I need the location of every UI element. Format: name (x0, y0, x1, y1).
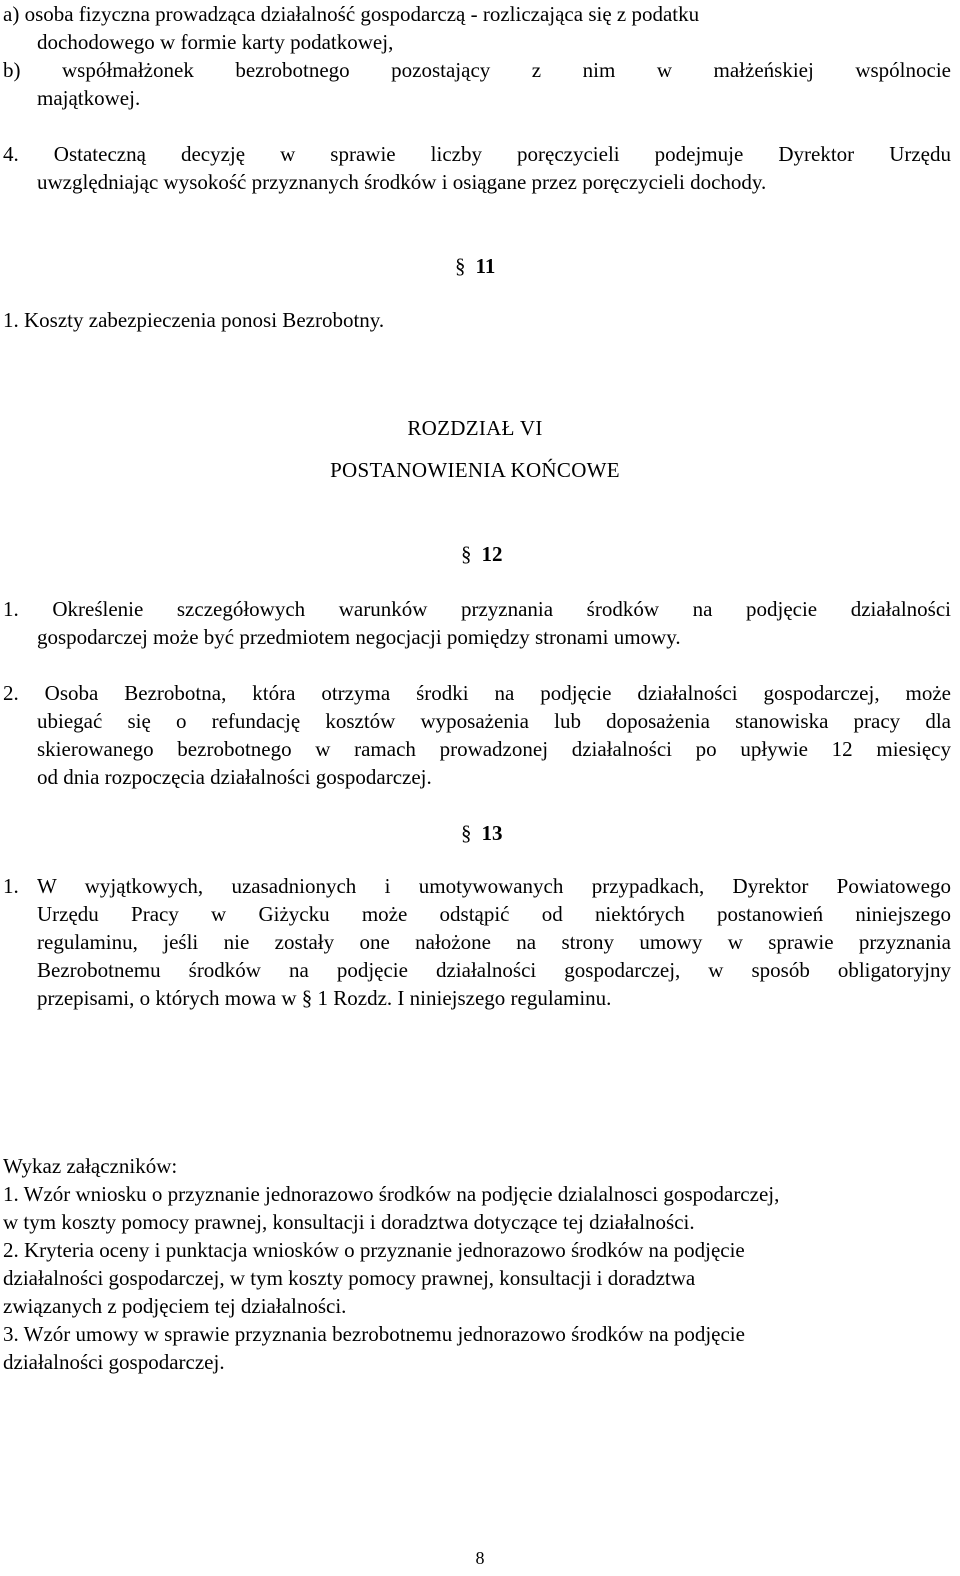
list-item-a-line1: a) osoba fizyczna prowadząca działalność gospodarczą - rozliczająca się z podatku (3, 2, 700, 26)
section-13-p1-line1 (3, 872, 951, 900)
point-4-line2: uwzględniając wysokość przyznanych środków i osiągane przez poręczycieli dochody. (37, 170, 767, 194)
page-number: 8 (475, 1548, 485, 1568)
section-12-p2-line2: ubiegać się o refundację kosztów wyposażenia lub doposażenia stanowiska pracy dla (37, 709, 951, 733)
section-12-p2-line1: 2. Osoba Bezrobotna, która otrzyma środki na podjęcie działalności gospodarczej, może (3, 681, 951, 705)
section-12-paragraph-1 (3, 595, 951, 651)
list-item-b (3, 56, 951, 112)
attachments-heading: Wykaz załączników: (3, 1154, 178, 1178)
section-13-heading (461, 819, 503, 847)
list-item-a-line2: dochodowego w formie karty podatkowej, (37, 30, 394, 54)
attachment-line: związanych z podjęciem tej działalności. (3, 1294, 347, 1318)
section-sign-icon: § (461, 821, 472, 845)
section-sign-icon: § (455, 254, 466, 278)
attachment-line: 1. Wzór wniosku o przyznanie jednorazowo środków na podjęcie dzialalnosci gospodarczej, (3, 1182, 780, 1206)
section-13-p1-line1-text: W wyjątkowych, uzasadnionych i umotywowanych przypadkach, Dyrektor Powiatowego (37, 874, 951, 898)
section-11-heading (455, 252, 495, 280)
chapter-title: ROZDZIAŁ VI (407, 416, 543, 440)
section-12-paragraph-2 (3, 679, 951, 791)
attachments-list (3, 1152, 953, 1376)
attachment-line: 3. Wzór umowy w sprawie przyznania bezrobotnemu jednorazowo środków na podjęcie (3, 1322, 745, 1346)
section-13-p1-line4: Bezrobotnemu środków na podjęcie działalności gospodarczej, w sposób obligatoryjny (37, 958, 951, 982)
section-13-p1-label: 1. (3, 874, 19, 898)
section-12-p1-line1: 1. Określenie szczegółowych warunków przyznania środków na podjęcie działalności (3, 597, 951, 621)
section-13-p1-line3: regulaminu, jeśli nie zostały one nałożone na strony umowy w sprawie przyznania (37, 930, 951, 954)
list-item-a (3, 0, 883, 56)
attachment-line: 2. Kryteria oceny i punktacja wniosków o przyznanie jednorazowo środków na podjęcie (3, 1238, 745, 1262)
point-4-line1: 4. Ostateczną decyzję w sprawie liczby poręczycieli podejmuje Dyrektor Urzędu (3, 142, 951, 166)
section-11-line1: 1. Koszty zabezpieczenia ponosi Bezrobotny. (3, 308, 385, 332)
section-13-p1-line2: Urzędu Pracy w Giżycku może odstąpić od niektórych postanowień niniejszego (37, 902, 951, 926)
attachment-line: działalności gospodarczej. (3, 1350, 225, 1374)
section-12-p2-line3: skierowanego bezrobotnego w ramach prowadzonej działalności po upływie 12 miesięcy (37, 737, 951, 761)
section-12-heading (461, 540, 503, 568)
section-12-p1-line2: gospodarczej może być przedmiotem negocjacji pomiędzy stronami umowy. (37, 625, 681, 649)
attachment-line: działalności gospodarczej, w tym koszty pomocy prawnej, konsultacji i doradztwa (3, 1266, 696, 1290)
section-13-p1-line5: przepisami, o których mowa w § 1 Rozdz. I niniejszego regulaminu. (37, 986, 612, 1010)
section-11-text (3, 306, 703, 334)
chapter-subtitle: POSTANOWIENIA KOŃCOWE (330, 458, 620, 482)
list-item-b-line1: b) współmałżonek bezrobotnego pozostający z nim w małżeńskiej wspólnocie (3, 58, 951, 82)
section-11-number: 11 (475, 254, 496, 278)
list-item-b-line2: majątkowej. (37, 86, 141, 110)
section-13-paragraph-1 (3, 872, 951, 1012)
point-4-paragraph (3, 140, 951, 196)
section-12-number: 12 (481, 542, 503, 566)
section-13-number: 13 (481, 821, 503, 845)
attachment-line: w tym koszty pomocy prawnej, konsultacji i doradztwa dotyczące tej działalności. (3, 1210, 695, 1234)
section-12-p2-line4: od dnia rozpoczęcia działalności gospodarczej. (37, 765, 432, 789)
section-sign-icon: § (461, 542, 472, 566)
